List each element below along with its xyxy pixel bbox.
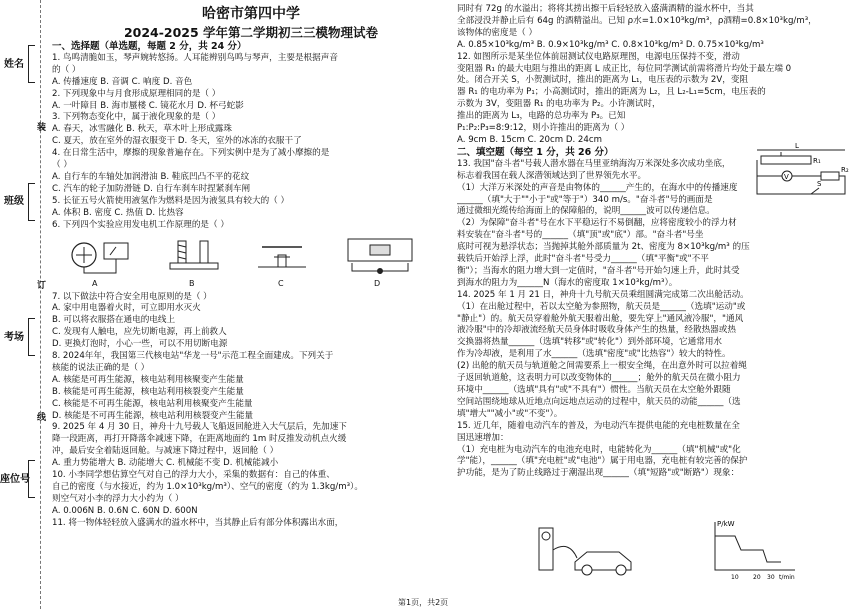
question-line: 7. 以下做法中符合安全用电原则的是（ ） [52, 291, 212, 302]
name-label: 姓名 [4, 59, 24, 70]
oersted-experiment-icon [252, 233, 312, 277]
option-line: A. 9cm B. 15cm C. 20cm D. 24cm [457, 134, 602, 145]
option-line: C. 核能是不可再生能源，核电站利用核聚变产生能量 [52, 398, 253, 409]
question-line: 料安装在"奋斗者"号的______（填"顶"或"底"）部。"奋斗者"号坐 [457, 230, 704, 241]
graph-tick-30: 30 [767, 574, 775, 581]
option-line: A. 家中用电器着火时，可立即用水灭火 [52, 303, 201, 314]
room-box [28, 318, 35, 356]
option-line: A. 春天，冰雪融化 B. 秋天，草木叶上形成露珠 [52, 124, 232, 135]
left-column [52, 0, 450, 600]
question-line: 全部浸没并静止后有 64g 的酒精溢出。已知 ρ水=1.0×10³kg/m³，ρ酒精=0.8×10³kg/m³， [457, 15, 817, 26]
circuit-label-v: V [784, 173, 789, 181]
question-line: （ ） [52, 160, 72, 171]
charging-station-figure [529, 520, 639, 584]
question-line: 2. 下列现象中与月食形成原理相同的是（ ） [52, 88, 221, 99]
name-box [28, 45, 35, 83]
question-line: 空间站围绕地球从近地点向远地点运动的过程中，航天员的动能______（选 [457, 396, 741, 407]
question-line: 5. 长征五号火箭使用液氢作为燃料是因为液氢具有较大的（ ） [52, 195, 290, 206]
right-column [457, 0, 857, 600]
option-line: A. 体积 B. 密度 C. 热值 D. 比热容 [52, 207, 184, 218]
question-line: 国迅速增加： [457, 432, 509, 443]
circuit-label-r2: R₂ [841, 166, 849, 174]
question-line: （1）充电桩为电动汽车的电池充电时，电能转化为______（填"机械"或"化 [457, 444, 741, 455]
figure-b [164, 233, 224, 281]
power-time-graph [701, 516, 801, 586]
question-line: 子返回轨道舱，这表明力可以改变物体的______；舱外的航天员在微小阻力 [457, 373, 741, 384]
question-line: （2）为保障"奋斗者"号在水下平稳运行不易倒翻，应将密度较小的浮力材 [457, 218, 737, 229]
question-line: 标志着我国在载人深潜领域达到了世界领先水平。 [457, 170, 647, 181]
question-line: 填"增大""减小"或"不变"）。 [457, 408, 563, 419]
question-line: P₁:P₂:P₃=8:9:12，则小许推出的距离为（ ） [457, 123, 630, 134]
section-heading: 二、填空题（每空 1 分，共 26 分） [457, 146, 614, 158]
question-line: 到海水的阻力为______N（海水的密度取 1×10³kg/m³）。 [457, 277, 678, 288]
motor-experiment-icon [340, 233, 420, 277]
question-line: 降一段距离，再打开降落伞减速下降，在距离地面约 1m 时反推发动机点火缓 [52, 434, 347, 445]
question-line: （1）在出舱过程中，若以太空舱为参照物，航天员是______（选填"运动"或 [457, 301, 746, 312]
section-heading: 一、选择题（单选题，每题 2 分，共 24 分） [52, 41, 247, 52]
binding-mark-xian: 线 [37, 413, 47, 423]
question-line: 13. 我国"奋斗者"号载人潜水器在马里亚纳海沟万米深处多次成功坐底， [457, 158, 731, 169]
figure-label-d: D [374, 278, 381, 288]
question-line: 15. 近几年，随着电动汽车的普及，为电动汽车提供电能的充电桩数量在全 [457, 420, 740, 431]
question-line: 3. 下列物态变化中，属于液化现象的是（ ） [52, 112, 221, 123]
question-line: 同时有 72g 的水溢出；将将其捞出擦干后轻轻放入盛满酒精的溢水杯中，当其 [457, 4, 754, 14]
binding-line [40, 0, 41, 609]
question-line: 通过微细光缆传给海面上的保障船的，说明______波可以传递信息。 [457, 206, 715, 217]
question-line: 载铁后开始浮上浮，此时"奋斗者"号受力______（填"平衡"或"不平 [457, 254, 709, 265]
option-line: A. 一叶障目 B. 海市蜃楼 C. 镜花水月 D. 杯弓蛇影 [52, 100, 244, 111]
graph-tick-10: 10 [731, 574, 739, 581]
option-line: A. 0.85×10³kg/m³ B. 0.9×10³kg/m³ C. 0.8×10³kg/m³ D. 0.75×10³kg/m³ [457, 39, 764, 50]
question-line: 该物体的密度是（ ） [457, 27, 538, 38]
binding-mark-zhuang: 装 [37, 123, 47, 133]
question-line: 底时可视为悬浮状态；当抛掉其舱外部质量为 2t、密度为 8×10³kg/m³ 的压 [457, 242, 750, 253]
option-line: C. 汽车的轮子加防滑链 D. 自行车刹车时捏紧刹车闸 [52, 183, 251, 194]
question-line: （1）大洋万米深处的声音是由物体的______产生的，在海水中的传播速度 [457, 182, 738, 193]
question-line: 器 R₁ 的电功率为 P₁；小高测试时，推出的距离为 L₂，且 L₂-L₁=5cm，电压表的 [457, 87, 766, 98]
figure-a [66, 233, 136, 281]
option-line: C. 发现有人触电，应先切断电源，再上前救人 [52, 327, 227, 338]
question-line: 变阻器 R₁ 的最大电阻与推出的距离 L 成正比，每位同学测试前需将滑片均处于最左端 0 [457, 63, 792, 74]
circuit-label-r1: R₁ [813, 157, 821, 165]
question-line: ______（填"大于""小于"或"等于"）340 m/s。"奋斗者"号的画面是 [457, 194, 713, 205]
question-line: 核能的说法正确的是（ ） [52, 362, 150, 373]
sit-and-reach-circuit-diagram [751, 140, 851, 204]
option-line: A. 核能是可再生能源，核电站利用核聚变产生能量 [52, 374, 244, 385]
question-line: 环境中______（选填"具有"或"不具有"）惯性。当航天员在太空舱外跟随 [457, 385, 731, 395]
student-info-margin [0, 0, 34, 609]
seat-label: 座位号 [0, 474, 30, 485]
question-line: 12. 如图所示是某坐位体前屈测试仪电路原理图，电源电压保持不变，滑动 [457, 51, 740, 62]
question-line: 10. 小李同学想估算空气对自己的浮力大小，采集的数据有：自己的体重、 [52, 470, 335, 481]
question-line: 自己的密度（与水接近，约为 1.0×10³kg/m³）、空气的密度（约为 1.3kg/m³）。 [52, 482, 363, 492]
question-line: 1. 鸟鸣清脆如玉，琴声婉转悠扬。人耳能辨别鸟鸣与琴声，主要是根据声音 [52, 52, 338, 63]
page-footer: 第1页，共2页 [398, 598, 449, 607]
question-line: (2) 出舱的航天员与轨道舱之间需要系上一根安全绳，在出意外时可以拉着绳 [457, 361, 747, 372]
question-line: 作为冷却液，是利用了水______（选填"密度"或"比热容"）较大的特性。 [457, 349, 731, 360]
binding-mark-ding: 订 [37, 281, 47, 291]
option-line: A. 自行车的车轴处加润滑油 B. 鞋底凹凸不平的花纹 [52, 171, 250, 182]
option-line: A. 重力势能增大 B. 动能增大 C. 机械能不变 D. 机械能减小 [52, 458, 279, 469]
question-line: 冲，最后安全着陆返回舱。与减速下降过程中，返回舱（ ） [52, 446, 279, 457]
seat-box [28, 460, 35, 498]
class-label: 班级 [4, 196, 24, 207]
question-line: 9. 2025 年 4 月 30 日，神舟十九号载人飞船返回舱进入大气层后，先加速下 [52, 422, 347, 433]
option-line: B. 核能是可再生能源，核电站利用核裂变产生能量 [52, 386, 244, 397]
graph-tick-20: 20 [753, 574, 761, 581]
graph-y-label: P/kW [717, 520, 735, 528]
exam-title: 2024-2025 学年第二学期初三三模物理试卷 [123, 25, 379, 40]
electromagnet-experiment-icon [164, 233, 224, 277]
question-line: "静止"）的。航天员穿着舱外航天服着出舱，要先穿上"通风液冷服"，"通风 [457, 313, 744, 324]
circuit-icon [751, 140, 851, 200]
question-line: 8. 2024年年，我国第三代核电站"华龙一号"示范工程全面建成。下列关于 [52, 351, 334, 362]
question-line: 处。闭合开关 S，小贺测试时，推出的距离为 L₁，电压表的示数为 2V，变阻 [457, 75, 749, 86]
option-line: C. 夏天，放在室外的湿衣服变干 D. 冬天，室外的冰冻的衣服干了 [52, 136, 302, 147]
circuit-label-s: S [817, 180, 822, 188]
figure-label-b: B [189, 278, 195, 288]
figure-c [252, 233, 312, 281]
graph-x-label: t/min [779, 574, 795, 581]
option-line: B. 可以将衣服搭在通电的电线上 [52, 315, 176, 326]
figure-d [340, 233, 420, 281]
question-line: 交换器将热量______（选填"转移"或"转化"）到外部环境，它通常用水 [457, 337, 723, 348]
school-name: 哈密市第四中学 [202, 6, 300, 22]
charging-station-icon [529, 520, 639, 580]
class-box [28, 183, 35, 221]
question-line: 液冷服"中的冷却液流经航天员身体时吸收身体产生的热量，经散热器或热 [457, 325, 736, 336]
option-line: D. 核能是不可再生能源，核电站利用核裂变产生能量 [52, 410, 254, 421]
question-line: 11. 将一物体轻轻放入盛满水的溢水杯中，当其静止后有部分体积露出水面， [52, 517, 344, 528]
option-line: D. 更换灯泡时，小心一些，可以不用切断电源 [52, 339, 228, 350]
question-line: 6. 下列四个实验应用发电机工作原理的是（ ） [52, 219, 229, 230]
option-line: A. 0.006N B. 0.6N C. 60N D. 600N [52, 505, 198, 516]
experiment-figures [52, 233, 450, 291]
question-line: 衡"）；当海水的阻力增大到一定值时，"奋斗者"号开始匀速上升，此时其受 [457, 265, 740, 276]
question-line: 学"能），______（填"充电桩"或"电池"）属于用电器，充电桩有较完善的保护 [457, 456, 748, 467]
generator-experiment-icon [66, 233, 136, 277]
question-line: 则空气对小李的浮力大小约为（ ） [52, 493, 184, 504]
power-graph-icon [701, 516, 801, 582]
question-line: 的（ ） [52, 64, 81, 75]
option-line: A. 传播速度 B. 音调 C. 响度 D. 音色 [52, 76, 193, 87]
figure-label-c: C [278, 278, 284, 288]
circuit-label-l: L [795, 142, 799, 150]
question-line: 推出的距离为 L₃，电路的总功率为 P₃。已知 [457, 111, 626, 122]
room-label: 考场 [4, 332, 24, 343]
question-line: 示数为 3V，变阻器 R₁ 的电功率为 P₂。小许测试时， [457, 99, 661, 110]
figure-label-a: A [92, 278, 98, 288]
question-line: 护功能，是为了防止线路过于潮湿出现______（填"短路"或"断路"）现象： [457, 468, 740, 479]
question-line: 14. 2025 年 1 月 21 日，神舟十九号航天员乘组圆满完成第二次出舱活动。 [457, 289, 749, 300]
question-line: 4. 在日常生活中，摩擦的现象普遍存在。下列实例中是为了减小摩擦的是 [52, 148, 330, 159]
